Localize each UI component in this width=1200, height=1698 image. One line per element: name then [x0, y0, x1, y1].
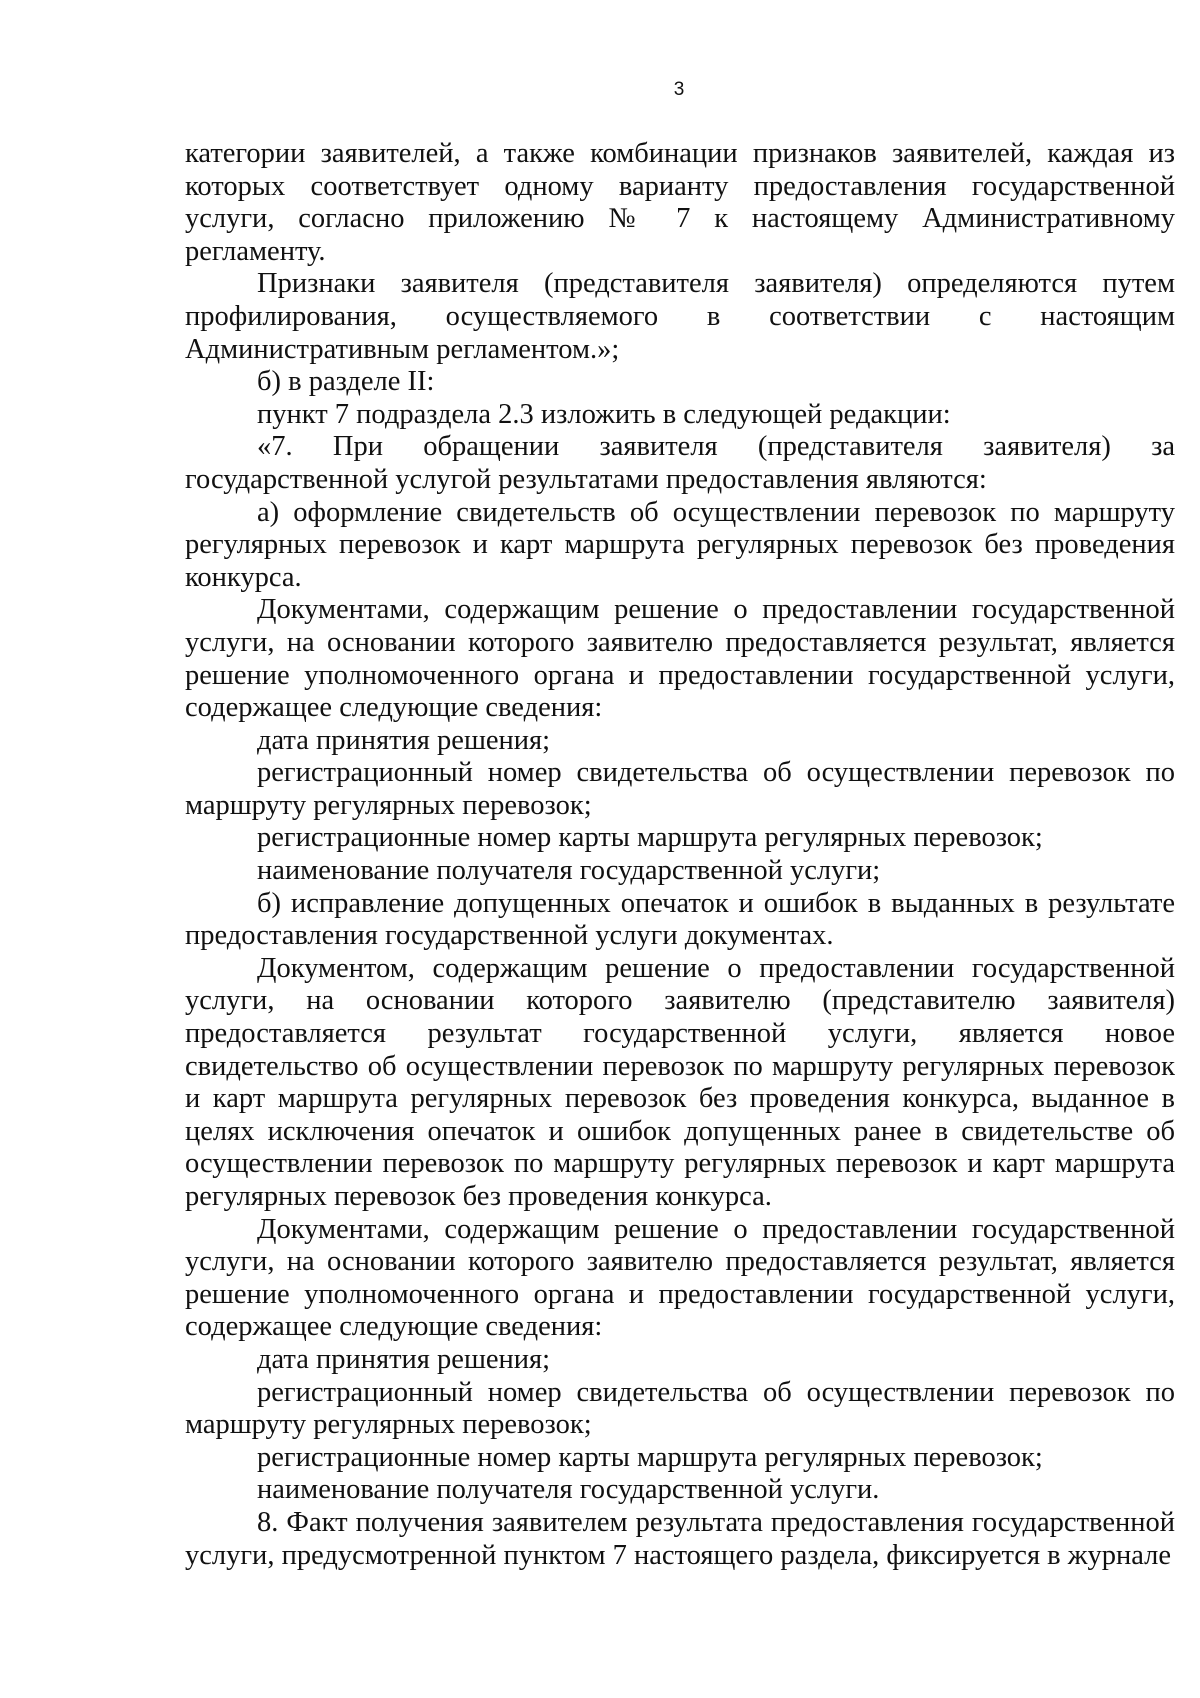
list-item-certificate-number-2: регистрационный номер свидетельства об осуществлении перевозок по маршруту регулярных перевозок; — [185, 1376, 1175, 1441]
paragraph-clause-7: «7. При обращении заявителя (представителя заявителя) за государственной услугой результатами предоставления являются: — [185, 431, 1175, 495]
paragraph-decision-docs-2: Документами, содержащим решение о предоставлении государственной услуги, на основании которого заявителю предоставляется результат, является решение уполномоченного органа и предоставлении государственной услуги, содержащее следующие сведения: — [185, 1213, 1175, 1343]
paragraph-applicant-features: Признаки заявителя (представителя заявителя) определяются путем профилирования, осуществляемого в соответствии с настоящим Административным регламентом.»; — [185, 268, 1175, 365]
list-item-date-2: дата принятия решения; — [257, 1343, 551, 1375]
list-item-date-1: дата принятия решения; — [257, 724, 551, 756]
list-item-recipient-name-1: наименование получателя государственной услуги; — [257, 855, 881, 887]
list-item-route-card-number-1: регистрационные номер карты маршрута регулярных перевозок; — [257, 822, 1043, 854]
paragraph-new-certificate: Документом, содержащим решение о предоставлении государственной услуги, на основании которого заявителю (представителю заявителя) предоставляется результат государственной услуги, является новое свидетельство об осуществлении перевозок по маршруту регулярных перевозок и карт маршрута регулярных перевозок без проведения конкурса, выданное в целях исключения опечаток и ошибок допущенных ранее в свидетельстве об осуществлении перевозок по маршруту регулярных перевозок и карт маршрута регулярных перевозок без проведения конкурса. — [185, 952, 1175, 1212]
paragraph-clause-8: 8. Факт получения заявителем результата предоставления государственной услуги, предусмотренной пунктом 7 настоящего раздела, фиксируется в журнале — [185, 1506, 1175, 1571]
paragraph-continuation: категории заявителей, а также комбинации признаков заявителей, каждая из которых соответствует одному варианту предоставления государственной услуги, согласно приложению № 7 к настоящему Административному регламенту. — [185, 138, 1175, 267]
list-item-recipient-name-2: наименование получателя государственной услуги. — [257, 1474, 880, 1506]
paragraph-item-b: б) исправление допущенных опечаток и ошибок в выданных в результате предоставления государственной услуги документах. — [185, 887, 1175, 952]
page-number: 3 — [673, 79, 685, 100]
list-item-certificate-number-1: регистрационный номер свидетельства об осуществлении перевозок по маршруту регулярных перевозок; — [185, 757, 1175, 821]
paragraph-clause-7-intro: пункт 7 подраздела 2.3 изложить в следующей редакции: — [257, 398, 951, 430]
list-item-route-card-number-2: регистрационные номер карты маршрута регулярных перевозок; — [257, 1441, 1043, 1473]
paragraph-decision-docs-1: Документами, содержащим решение о предоставлении государственной услуги, на основании которого заявителю предоставляется результат, является решение уполномоченного органа и предоставлении государственной услуги, содержащее следующие сведения: — [185, 594, 1175, 724]
document-body — [185, 138, 1175, 1572]
paragraph-section-ii: б) в разделе II: — [257, 366, 435, 398]
paragraph-item-a: а) оформление свидетельств об осуществлении перевозок по маршруту регулярных перевозок и карт маршрута регулярных перевозок без проведения конкурса. — [185, 496, 1175, 593]
